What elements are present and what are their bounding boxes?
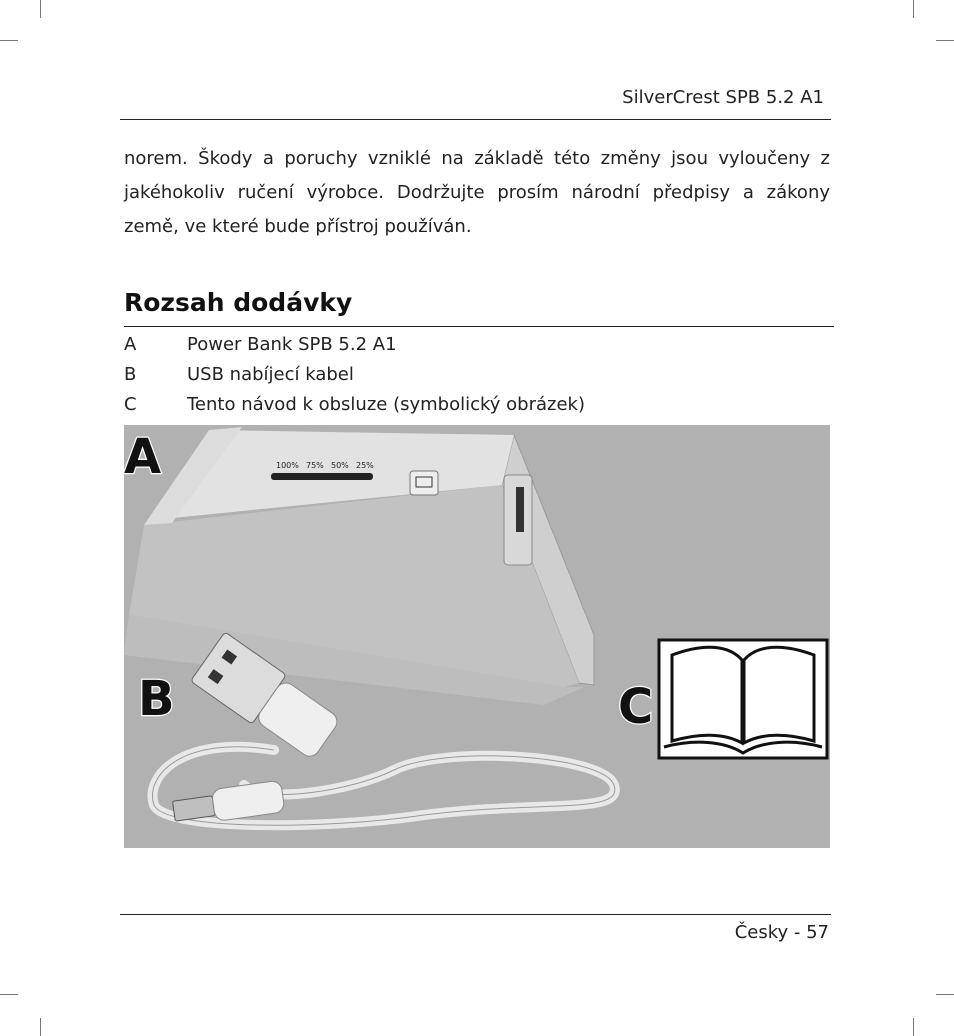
- crop-mark: [913, 0, 914, 18]
- figure-label-c: C: [618, 679, 654, 735]
- list-item: [124, 390, 830, 420]
- indicator-label: 100%: [276, 461, 299, 470]
- product-photo: [124, 425, 830, 848]
- crop-mark: [0, 40, 18, 41]
- crop-mark: [0, 994, 18, 995]
- item-text: USB nabíjecí kabel: [187, 364, 354, 385]
- delivery-list: [124, 330, 830, 420]
- item-letter: B: [124, 364, 137, 385]
- indicator-label: 25%: [356, 461, 374, 470]
- body-paragraph: norem. Škody a poruchy vzniklé na základě této změny jsou vyloučeny z jakéhokoliv ručení výrobce. Dodržujte prosím národní předpisy a zákony země, ve které bude přístroj používán.: [124, 148, 830, 237]
- crop-mark: [40, 1018, 41, 1036]
- crop-mark: [913, 1018, 914, 1036]
- figure-label-a: A: [124, 429, 162, 485]
- figure-label-b: B: [138, 671, 175, 727]
- list-item: [124, 330, 830, 360]
- crop-mark: [936, 994, 954, 995]
- section-rule: [124, 326, 834, 327]
- book-icon: [659, 640, 827, 758]
- indicator-label: 50%: [331, 461, 349, 470]
- list-item: [124, 360, 830, 390]
- section-title: Rozsah dodávky: [124, 288, 353, 317]
- header-rule: [120, 119, 831, 120]
- crop-mark: [936, 40, 954, 41]
- indicator-label: 75%: [306, 461, 324, 470]
- crop-mark: [40, 0, 41, 18]
- footer-rule: [120, 914, 831, 915]
- item-letter: C: [124, 394, 137, 415]
- item-text: Tento návod k obsluze (symbolický obrázek): [187, 394, 585, 415]
- item-letter: A: [124, 334, 137, 355]
- item-text: Power Bank SPB 5.2 A1: [187, 334, 397, 355]
- product-illustration: [124, 425, 830, 848]
- running-header: SilverCrest SPB 5.2 A1: [622, 87, 824, 108]
- page-number: Česky - 57: [734, 922, 829, 943]
